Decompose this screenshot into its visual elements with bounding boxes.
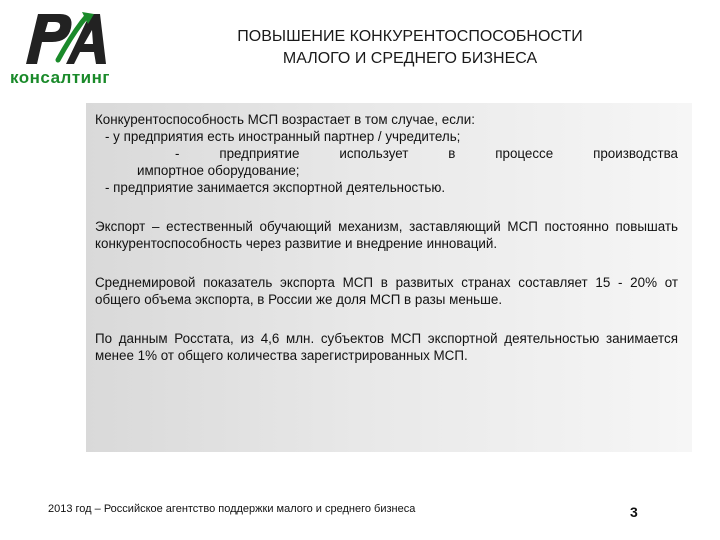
title-line-1: ПОВЫШЕНИЕ КОНКУРЕНТОСПОСОБНОСТИ xyxy=(237,28,583,45)
page-number: 3 xyxy=(630,504,638,520)
condition-item-2-line-2: импортное оборудование; xyxy=(137,163,300,178)
company-logo xyxy=(8,8,138,86)
paragraph-rosstat: По данным Росстата, из 4,6 млн. субъектов МСП экспортной деятельностью занимается менее 1% от общего количества зарегистрированных МСП. xyxy=(95,331,678,363)
condition-item-3: - предприятие занимается экспортной деятельностью. xyxy=(105,180,446,195)
intro-text: Конкурентоспособность МСП возрастает в том случае, если: xyxy=(95,112,475,127)
footer-text: 2013 год – Российское агентство поддержки малого и среднего бизнеса xyxy=(48,503,416,515)
title-line-2: МАЛОГО И СРЕДНЕГО БИЗНЕСА xyxy=(282,50,538,67)
paragraph-export: Экспорт – естественный обучающий механизм, заставляющий МСП постоянно повышать конкурентоспособность через развитие и внедрение инноваций. xyxy=(95,219,678,251)
logo-caption: консалтинг xyxy=(10,68,110,87)
logo-mark-icon xyxy=(8,8,138,68)
content-body xyxy=(95,111,678,364)
paragraph-world-indicator: Среднемировой показатель экспорта МСП в развитых странах составляет 15 - 20% от общего объема экспорта, в России же доля МСП в разы меньше. xyxy=(95,275,678,307)
condition-item-2-line-1: - предприятие использует в процессе производства xyxy=(175,146,678,161)
condition-item-1: - у предприятия есть иностранный партнер / учредитель; xyxy=(105,129,461,144)
page-title xyxy=(160,26,660,70)
